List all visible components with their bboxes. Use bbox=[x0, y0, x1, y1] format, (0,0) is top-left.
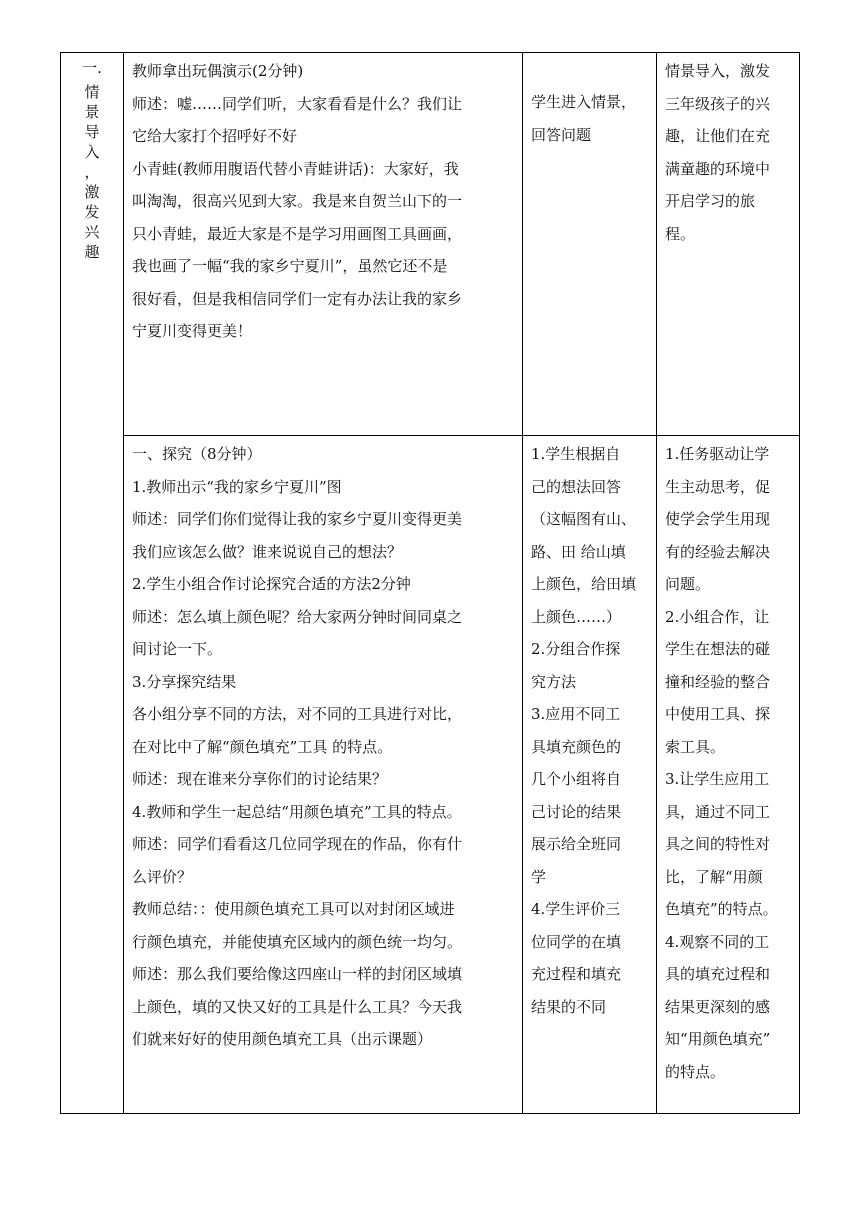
teacher-text-line: 师述：现在谁来分享你们的讨论结果？ bbox=[132, 770, 388, 788]
teacher-text-line: 教师总结：：使用颜色填充工具可以对封闭区域进 bbox=[132, 900, 455, 918]
teacher-text-line: 师述：嘘……同学们听，大家看看是什么？我们让 bbox=[132, 94, 463, 113]
teacher-activity-cell bbox=[132, 438, 462, 1056]
teacher-text-line: 在对比中了解“颜色填充”工具 的特点。 bbox=[132, 737, 393, 756]
teacher-text-line: 师述：同学们你们觉得让我的家乡宁夏川变得更美 bbox=[132, 510, 463, 528]
teacher-text-line: 它给大家打个招呼好不好 bbox=[132, 127, 298, 145]
col-divider-2 bbox=[522, 52, 523, 1114]
teacher-text-line: 师述：怎么填上颜色呢？给大家两分钟时间同桌之 bbox=[132, 607, 463, 626]
teacher-text-line: 间讨论一下。 bbox=[132, 640, 223, 658]
stage-char: 景 bbox=[84, 103, 100, 121]
teacher-text-line: 师述：同学们看看这几位同学现在的作品，你有什 bbox=[132, 835, 463, 853]
stage-label bbox=[76, 58, 108, 262]
stage-char: ， bbox=[84, 163, 100, 181]
teacher-text-line: 很好看，但是我相信同学们一定有办法让我的家乡 bbox=[132, 289, 463, 308]
table-top-border bbox=[60, 52, 800, 53]
table-left-border bbox=[60, 52, 61, 1114]
intent-text-line: 三年级孩子的兴 bbox=[665, 94, 771, 113]
design-intent-cell bbox=[665, 55, 770, 250]
intent-text-line: 学生在想法的碰 bbox=[665, 640, 771, 658]
teacher-text-line: 我们应该怎么做？谁来说说自己的想法？ bbox=[132, 542, 403, 561]
student-text-line: 几个小组将自 bbox=[531, 770, 622, 788]
teacher-activity-cell bbox=[132, 55, 462, 348]
table-right-border bbox=[799, 52, 800, 1114]
intent-text-line: 4.观察不同的工 bbox=[665, 932, 770, 951]
student-text-line: 2.分组合作探 bbox=[531, 640, 621, 658]
intent-text-line: 结果更深刻的感 bbox=[665, 997, 771, 1016]
intent-text-line: 3.让学生应用工 bbox=[665, 770, 770, 788]
intent-text-line: 2.小组合作，让 bbox=[665, 607, 770, 626]
teacher-text-line: 小青蛙(教师用腹语代替小青蛙讲话)：大家好，我 bbox=[132, 159, 459, 178]
stage-char: 情 bbox=[84, 83, 100, 101]
teacher-text-line: 们就来好好的使用颜色填充工具（出示课题） bbox=[132, 1030, 433, 1048]
stage-number: 一. bbox=[82, 59, 102, 77]
stage-char: 导 bbox=[84, 123, 100, 141]
teacher-text-line: 叫淘淘，很高兴见到大家。我是来自贺兰山下的一 bbox=[132, 192, 463, 210]
stage-char: 发 bbox=[84, 203, 100, 221]
table-bottom-border bbox=[60, 1113, 800, 1114]
teacher-text-line: 行颜色填充，并能使填充区域内的颜色统一均匀。 bbox=[132, 932, 463, 951]
intent-text-line: 满童趣的环境中 bbox=[665, 159, 771, 178]
student-text-line: 4.学生评价三 bbox=[531, 900, 621, 918]
intent-text-line: 程。 bbox=[665, 224, 696, 243]
student-activity-cell bbox=[531, 438, 636, 1023]
student-activity-cell bbox=[531, 86, 636, 151]
col-divider-1 bbox=[123, 52, 124, 1114]
student-text-line: 己讨论的结果 bbox=[531, 802, 622, 821]
intent-text-line: 中使用工具、探 bbox=[665, 705, 771, 723]
intent-text-line: 色填充”的特点。 bbox=[665, 900, 778, 918]
intent-text-line: 具的填充过程和 bbox=[665, 965, 771, 983]
intent-text-line: 具之间的特性对 bbox=[665, 835, 771, 853]
student-text-line: 回答问题 bbox=[531, 125, 592, 144]
intent-text-line: 撞和经验的整合 bbox=[665, 672, 771, 691]
design-intent-cell bbox=[665, 438, 778, 1088]
intent-text-line: 有的经验去解决 bbox=[665, 542, 771, 561]
intent-text-line: 生主动思考，促 bbox=[665, 477, 771, 496]
student-text-line: 上颜色，给田填 bbox=[531, 575, 637, 593]
teacher-text-line: 么评价？ bbox=[132, 867, 193, 886]
teacher-text-line: 各小组分享不同的方法，对不同的工具进行对比， bbox=[132, 705, 463, 723]
teacher-text-line: 4.教师和学生一起总结“用颜色填充”工具的特点。 bbox=[132, 802, 462, 821]
student-text-line: 展示给全班同 bbox=[531, 835, 622, 853]
student-text-line: 路、田 给山填 bbox=[531, 542, 626, 561]
student-text-line: 具填充颜色的 bbox=[531, 737, 622, 756]
student-text-line: （这幅图有山、 bbox=[531, 510, 637, 528]
stage-char: 兴 bbox=[84, 223, 100, 241]
intent-text-line: 问题。 bbox=[665, 575, 711, 593]
intent-text-line: 1.任务驱动让学 bbox=[665, 445, 770, 463]
student-text-line: 1.学生根据自 bbox=[531, 445, 621, 463]
student-text-line: 上颜色……） bbox=[531, 607, 622, 626]
teacher-text-line: 一、探究（8分钟） bbox=[132, 445, 262, 463]
student-text-line: 究方法 bbox=[531, 672, 577, 691]
intent-text-line: 知“用颜色填充” bbox=[665, 1030, 771, 1048]
intent-text-line: 比，了解“用颜 bbox=[665, 867, 763, 886]
student-text-line: 己的想法回答 bbox=[531, 477, 622, 496]
intent-text-line: 趣，让他们在充 bbox=[665, 127, 771, 145]
teacher-text-line: 上颜色，填的又快又好的工具是什么工具？今天我 bbox=[132, 997, 463, 1016]
intent-text-line: 具，通过不同工 bbox=[665, 802, 771, 821]
stage-char: 激 bbox=[84, 183, 100, 201]
intent-text-line: 的特点。 bbox=[665, 1062, 726, 1081]
student-text-line: 充过程和填充 bbox=[531, 965, 622, 983]
teacher-text-line: 2.学生小组合作讨论探究合适的方法2分钟 bbox=[132, 575, 411, 593]
student-text-line: 学 bbox=[531, 867, 547, 886]
row-divider bbox=[123, 435, 800, 436]
student-text-line: 学生进入情景， bbox=[531, 93, 637, 111]
intent-text-line: 开启学习的旅 bbox=[665, 192, 756, 210]
teacher-text-line: 1.教师出示“我的家乡宁夏川”图 bbox=[132, 477, 342, 496]
intent-text-line: 情景导入，激发 bbox=[665, 62, 771, 80]
stage-char: 趣 bbox=[84, 243, 100, 261]
teacher-text-line: 师述：那么我们要给像这四座山一样的封闭区域填 bbox=[132, 965, 463, 983]
student-text-line: 结果的不同 bbox=[531, 997, 607, 1016]
teacher-text-line: 3.分享探究结果 bbox=[132, 672, 237, 691]
teacher-text-line: 只小青蛙，最近大家是不是学习用画图工具画画， bbox=[132, 224, 463, 243]
intent-text-line: 使学会学生用现 bbox=[665, 510, 771, 528]
student-text-line: 位同学的在填 bbox=[531, 932, 622, 951]
teacher-text-line: 我也画了一幅“我的家乡宁夏川”，虽然它还不是 bbox=[132, 257, 448, 275]
teacher-text-line: 宁夏川变得更美！ bbox=[132, 322, 253, 340]
student-text-line: 3.应用不同工 bbox=[531, 705, 621, 723]
intent-text-line: 索工具。 bbox=[665, 737, 726, 756]
teacher-text-line: 教师拿出玩偶演示(2分钟) bbox=[132, 62, 304, 80]
col-divider-3 bbox=[656, 52, 657, 1114]
stage-char: 入 bbox=[84, 143, 100, 161]
